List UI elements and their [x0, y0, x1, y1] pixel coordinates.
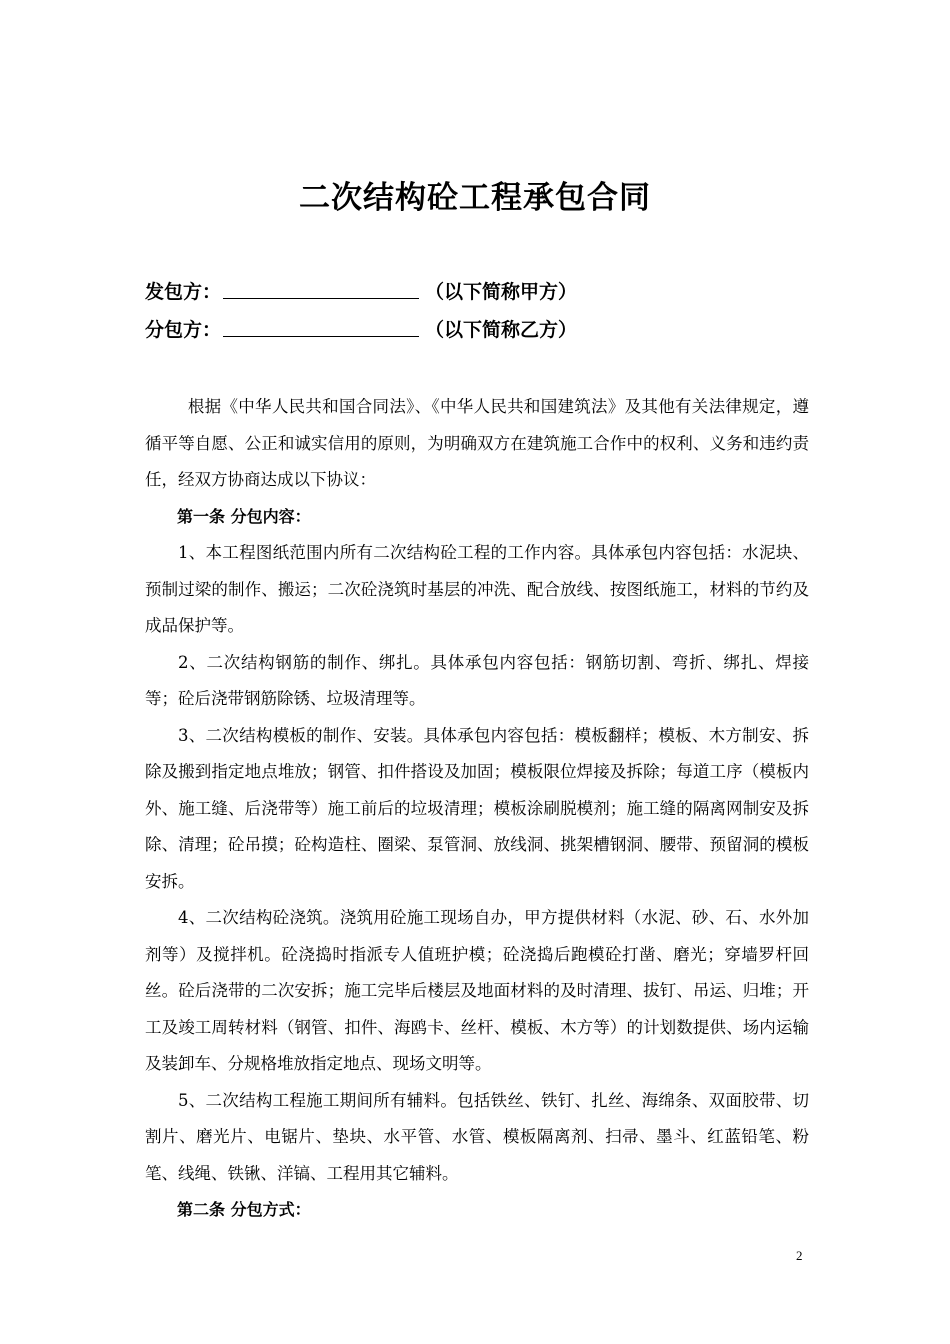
- list-item: 3、二次结构模板的制作、安装。具体承包内容包括：模板翻样；模板、木方制安、拆除及搬到指定地点堆放；钢管、扣件搭设及加固；模板限位焊接及拆除；每道工序（模板内外、施工缝、后浇带等）施工前后的垃圾清理；模板涂刷脱模剂；施工缝的隔离网制安及拆除、清理；砼吊摸；砼构造柱、圈梁、泵管洞、放线洞、挑架槽钢洞、腰带、预留洞的模板安拆。: [145, 725, 809, 891]
- list-item: 1、本工程图纸范围内所有二次结构砼工程的工作内容。具体承包内容包括：水泥块、预制过梁的制作、搬运；二次砼浇筑时基层的冲洗、配合放线、按图纸施工，材料的节约及成品保护等。: [145, 543, 809, 635]
- article-1-heading: 第一条 分包内容：: [177, 506, 311, 526]
- subcontractor-note: （以下简称乙方）: [425, 319, 578, 341]
- contractor-label: 发包方：: [145, 281, 222, 303]
- article-2-heading: 第二条 分包方式：: [177, 1200, 311, 1219]
- subcontractor-blank: [223, 316, 419, 337]
- list-item: 4、二次结构砼浇筑。浇筑用砼施工现场自办，甲方提供材料（水泥、砂、石、水外加剂等）及搅拌机。砼浇捣时指派专人值班护模；砼浇捣后跑模砼打凿、磨光；穿墙罗杆回丝。砼后浇带的二次安拆；施工完毕后楼层及地面材料的及时清理、拔钉、吊运、归堆；开工及竣工周转材料（钢管、扣件、海鸥卡、丝杆、模板、木方等）的计划数提供、场内运输及装卸车、分规格堆放指定地点、现场文明等。: [145, 908, 809, 1073]
- list-item: 5、二次结构工程施工期间所有辅料。包括铁丝、铁钉、扎丝、海绵条、双面胶带、切割片、磨光片、电锯片、垫块、水平管、水管、模板隔离剂、扫帚、墨斗、红蓝铅笔、粉笔、线绳、铁锹、洋镐、工程用其它辅料。: [145, 1090, 809, 1183]
- contract-body: [145, 389, 809, 1229]
- contractor-note: （以下简称甲方）: [425, 281, 578, 303]
- contractor-line: [145, 277, 577, 307]
- subcontractor-label: 分包方：: [145, 319, 222, 341]
- document-title: 二次结构砼工程承包合同: [299, 180, 651, 216]
- page-number: 2: [796, 1248, 803, 1263]
- subcontractor-line: [145, 315, 577, 345]
- contractor-blank: [223, 278, 419, 299]
- intro-paragraph: 根据《中华人民共和国合同法》、《中华人民共和国建筑法》及其他有关法律规定，遵循平等自愿、公正和诚实信用的原则，为明确双方在建筑施工合作中的权利、义务和违约责任，经双方协商达成以下协议：: [145, 397, 809, 489]
- list-item: 2、二次结构钢筋的制作、绑扎。具体承包内容包括：钢筋切割、弯折、绑扎、焊接等；砼后浇带钢筋除锈、垃圾清理等。: [145, 652, 809, 708]
